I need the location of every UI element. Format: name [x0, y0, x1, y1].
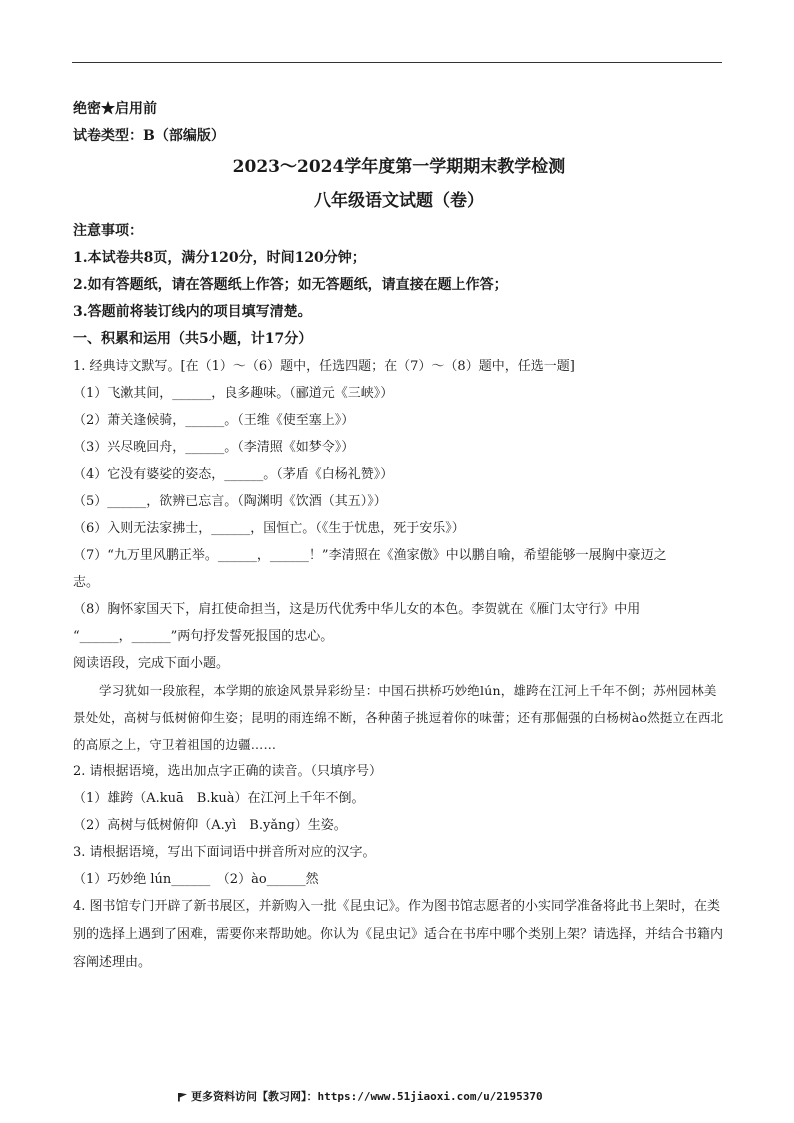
reading-intro: 阅读语段，完成下面小题。 [73, 656, 230, 671]
footer-link[interactable] [178, 1088, 618, 1104]
footer-text: 更多资料访问【教习网】：https://www.51jiaoxi.com/u/2195370 [191, 1090, 543, 1103]
paper-type: 试卷类型：B（部编版） [73, 128, 225, 144]
question-1-item: （4）它没有婆娑的姿态，______。（茅盾《白杨礼赞》） [73, 467, 394, 482]
question-1-item: （1）飞漱其间，______，良多趣味。（郦道元《三峡》） [73, 386, 394, 401]
section-heading: 一、积累和运用（共5小题，计17分） [73, 331, 313, 347]
reading-passage: 学习犹如一段旅程，本学期的旅途风景异彩纷呈：中国石拱桥巧妙绝lún，雄跨在江河上千年不倒；苏州园林美景处处，高树与低树俯仰生姿；昆明的雨连绵不断，各种菌子挑逗着你的味蕾；还有那倔强的白杨树ào然挺立在西北的高原之上，守卫着祖国的边疆…… [73, 683, 724, 752]
question-1-item: （2）萧关逢候骑，______。（王维《使至塞上》） [73, 413, 355, 428]
note-item: 2.如有答题纸，请在答题纸上作答；如无答题纸，请直接在题上作答； [73, 277, 508, 293]
question-2-stem: 2. 请根据语境，选出加点字正确的读音。（只填序号） [73, 764, 383, 779]
question-1-item-8-cont: “______，______”两句抒发誓死报国的忠心。 [73, 629, 334, 644]
flag-icon [178, 1093, 187, 1102]
question-2-item: （2）高树与低树俯仰（A.yì B.yǎng）生姿。 [73, 818, 347, 833]
notes-heading: 注意事项： [73, 223, 143, 239]
secret-label: 绝密★启用前 [73, 101, 157, 117]
question-1-stem: 1. 经典诗文默写。[在（1）～（6）题中，任选四题；在（7）～（8）题中，任选一题] [73, 359, 575, 374]
note-item: 3.答题前将装订线内的项目填写清楚。 [73, 304, 312, 320]
question-1-item-7: （7）“九万里风鹏正举。______，______！”李清照在《渔家傲》中以鹏自喻，希望能够一展胸中豪迈之 [73, 548, 667, 563]
top-rule [72, 62, 722, 63]
question-4: 4. 图书馆专门开辟了新书展区，并新购入一批《昆虫记》。作为图书馆志愿者的小实同学准备将此书上架时，在类别的选择上遇到了困难，需要你来帮助她。你认为《昆虫记》适合在书库中哪个类别上架？请选择，并结合书籍内容阐述理由。 [73, 899, 724, 970]
note-item: 1.本试卷共8页，满分120分，时间120分钟； [73, 250, 366, 266]
exam-subtitle: 八年级语文试题（卷） [314, 191, 484, 211]
question-1-item-8: （8）胸怀家国天下，肩扛使命担当，这是历代优秀中华儿女的本色。李贺就在《雁门太守行》中用 [73, 602, 641, 617]
question-2-item: （1）雄跨（A.kuā B.kuà）在江河上千年不倒。 [73, 791, 365, 806]
exam-page [73, 96, 725, 977]
question-1-item: （6）入则无法家拂士，______，国恒亡。（《生于忧患，死于安乐》） [73, 521, 465, 536]
question-1-item: （3）兴尽晚回舟，______。（李清照《如梦令》） [73, 440, 355, 455]
question-3-items: （1）巧妙绝 lún______ （2）ào______然 [73, 872, 319, 887]
exam-title: 2023～2024学年度第一学期期末教学检测 [232, 157, 566, 177]
question-1-item: （5）______，欲辨已忘言。（陶渊明《饮酒（其五）》） [73, 494, 387, 509]
question-1-item-7-cont: 志。 [73, 575, 100, 590]
question-3-stem: 3. 请根据语境，写出下面词语中拼音所对应的汉字。 [73, 845, 376, 860]
